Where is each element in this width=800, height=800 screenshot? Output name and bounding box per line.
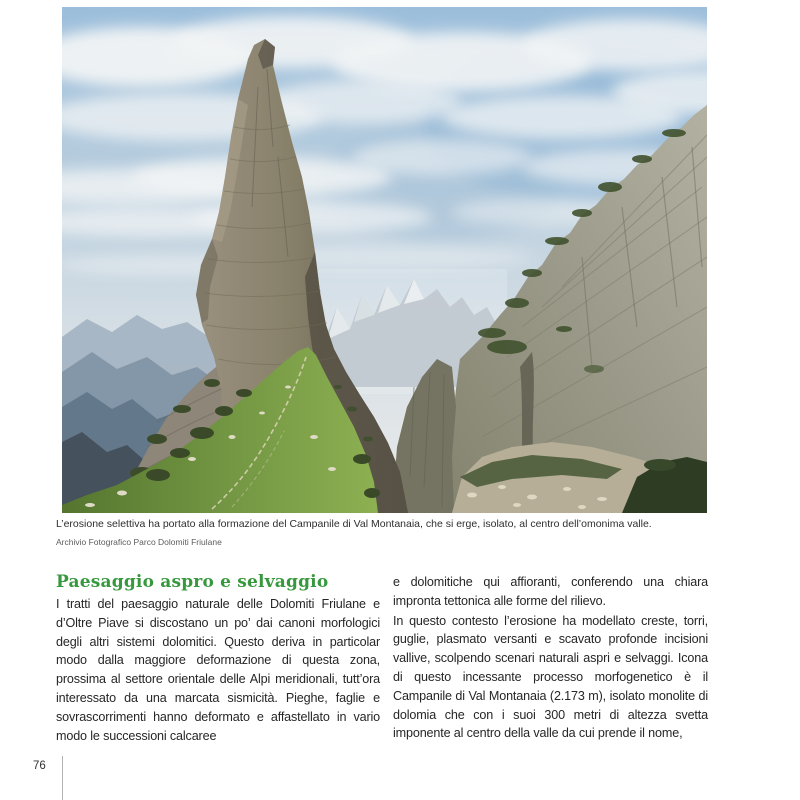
article-columns (56, 572, 708, 745)
photo-credit: Archivio Fotografico Parco Dolomiti Friulane (56, 537, 222, 547)
body-paragraph-right-2: In questo contesto l’erosione ha modellato creste, torri, guglie, plasmato versanti e scavato profonde incisioni vallive, scolpendo scenari naturali aspri e selvaggi. Icona di questo incessante processo morfogenetico è il Campanile di Val Montanaia (2.173 m), isolato monolite di dolomia che con i suoi 300 metri di altezza svetta imponente al centro della valle da cui prende il nome, (393, 613, 708, 741)
footer-divider-line (62, 756, 63, 800)
body-paragraph-left: I tratti del paesaggio naturale delle Dolomiti Friulane e d’Oltre Piave si discostano un po’ dai canoni morfologici degli altri sistemi dolomitici. Questo deriva in particolar modo dalla maggiore deformazione di questa zona, prossima al settore orientale delle Alpi meridionali, tutt’ora interessato da una marcata sismicità. Pieghe, faglie e sovrascorrimenti hanno deformato e affastellato in vario modo le successioni calcaree (56, 597, 380, 743)
page-number: 76 (33, 760, 46, 772)
photo-caption: L’erosione selettiva ha portato alla formazione del Campanile di Val Montanaia, che si erge, isolato, al centro dell’omonima valle. (56, 518, 652, 530)
section-heading: Paesaggio aspro e selvaggio (56, 572, 329, 592)
column-left (56, 572, 380, 745)
column-right (393, 572, 708, 745)
campanile-photo (62, 7, 707, 513)
campanile-photo-art (62, 7, 707, 513)
body-paragraph-right-1: e dolomitiche qui affioranti, conferendo una chiara impronta tettonica alle forme del rilievo. (393, 575, 708, 608)
